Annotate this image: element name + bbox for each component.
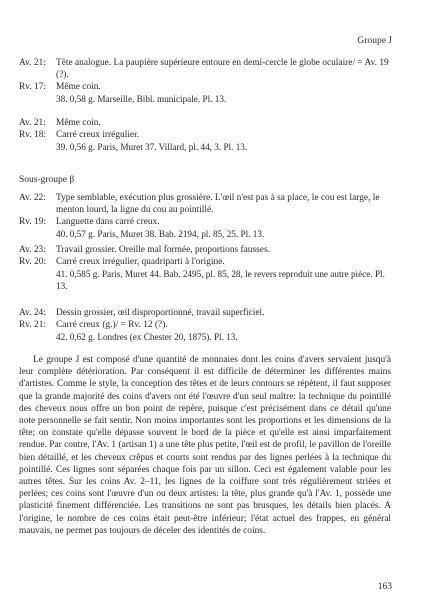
catalogue-group: [19, 192, 391, 240]
coin-reference: 41. 0,585 g. Paris, Muret 44. Bab. 2495, pl. 85, 28, le revers reproduit une autre pièce. Pl. 13.: [56, 269, 385, 291]
catalogue-entry: [19, 81, 391, 93]
entry-text: Travail grossier. Oreille mal formée, proportions fausses.: [56, 245, 270, 255]
entry-text: Type semblable, exécution plus grossière. L'œil n'est pas à sa place, le cou est large, le menton lourd, la ligne du cou au pointillé.: [56, 193, 380, 215]
entry-text: Même coin.: [56, 82, 101, 92]
catalogue-entry: [19, 307, 391, 319]
catalogue-entry: [19, 192, 391, 216]
catalogue-entry: [19, 319, 391, 331]
body-paragraph: Le groupe J est composé d'une quantité de monnaies dont les coins d'avers servaient jusqu'à leur complète détérioration. Par conséquent il est difficile de déterminer les différentes mains d'artistes. Comme le style, la conception des têtes et de leurs contours se répètent, il faut supposer que la grande majorité des coins d'avers ont été l'œuvre d'un seul maître: la technique du pointillé des cheveux nous offre un bon point de repère, puisque c'est précisément dans ce détail qu'une note personnelle se fait sentir. Non moins importantes sont les proportions et les dimensions de la tête; on constate qu'elle dépasse souvent le bord de la pièce et qu'elle est ainsi imparfaitement rendue. Par contre, l'Av. 1 (artisan 1) a une tête plus petite, l'œil est de profil, le pavillon de l'oreille bien détaillé, et les cheveux crêpus et courts sont rendus par des lignes perlées à la technique du pointillé. Ces lignes sont séparées chaque fois par un sillon. Ceci est également valable pour les autres têtes. Sur les coins Av. 2–11, les lignes de la coiffure sont très régulièrement striées et perlées; ces coins sont l'œuvre d'un ou deux artistes: la tête, plus grande qu'à l'Av. 1, possède une plasticité finement différenciée. Les transitions ne sont pas brusques, les détails bien placés. A l'origine, le nombre de ces coins était peut-être inférieur; l'état actuel des frappes, en général mauvais, ne permet pas toujours de déceler des identités de coins.: [19, 355, 391, 536]
entry-text: Dessin grossier, œil disproportionné, travail superficiel.: [56, 308, 265, 318]
entry-text: Languette dans carré creux.: [56, 217, 160, 227]
entry-label: Av. 22:: [19, 193, 46, 203]
coin-reference: 38. 0,58 g. Marseille, Bibl. municipale. Pl. 13.: [56, 94, 227, 104]
entry-text: Tête analogue. La paupière supérieure entoure en demi-cercle le globe oculaire/ = Av. 19 (?).: [56, 58, 389, 80]
catalogue-group: [19, 307, 391, 343]
entry-label: Av. 21:: [19, 118, 46, 128]
catalogue-entry: [19, 57, 391, 81]
coin-reference: 42. 0,62 g. Londres (ex Chester 20, 1875). Pl. 13.: [56, 332, 238, 342]
entry-label: Rv. 21:: [19, 320, 46, 330]
catalogue-group: [19, 244, 391, 292]
entry-label: Rv. 19:: [19, 217, 46, 227]
entry-label: Rv. 17:: [19, 82, 46, 92]
catalogue-entry: [19, 244, 391, 256]
entry-text: Carré creux (g.)/ = Rv. 12 (?).: [56, 320, 168, 330]
entry-label: Rv. 18:: [19, 130, 46, 140]
entry-label: Av. 21:: [19, 58, 46, 68]
subgroup-title: Sous-groupe β: [19, 175, 75, 185]
catalogue-entry: [19, 256, 391, 268]
entry-label: Av. 24:: [19, 308, 46, 318]
entry-text: Carré creux irrégulier.: [56, 130, 140, 140]
entry-text: Même coin.: [56, 118, 101, 128]
page-number: 163: [377, 582, 392, 592]
catalogue-entry: [19, 216, 391, 228]
catalogue-group: [19, 57, 391, 105]
catalogue-entry: [19, 117, 391, 129]
catalogue-entry: [19, 129, 391, 141]
entry-label: Rv. 20:: [19, 257, 46, 267]
coin-reference: 39. 0,56 g. Paris, Muret 37. Villard, pl. 44, 3. Pl. 13.: [56, 142, 248, 152]
entry-label: Av. 23:: [19, 245, 46, 255]
coin-reference: 40. 0,57 g. Paris, Muret 38. Bab. 2194, pl. 85, 25. Pl. 13.: [56, 229, 265, 239]
running-head: Groupe J: [357, 36, 392, 46]
entry-text: Carré creux irrégulier, quadriparti à l'origine.: [56, 257, 225, 267]
catalogue-group: [19, 117, 391, 153]
